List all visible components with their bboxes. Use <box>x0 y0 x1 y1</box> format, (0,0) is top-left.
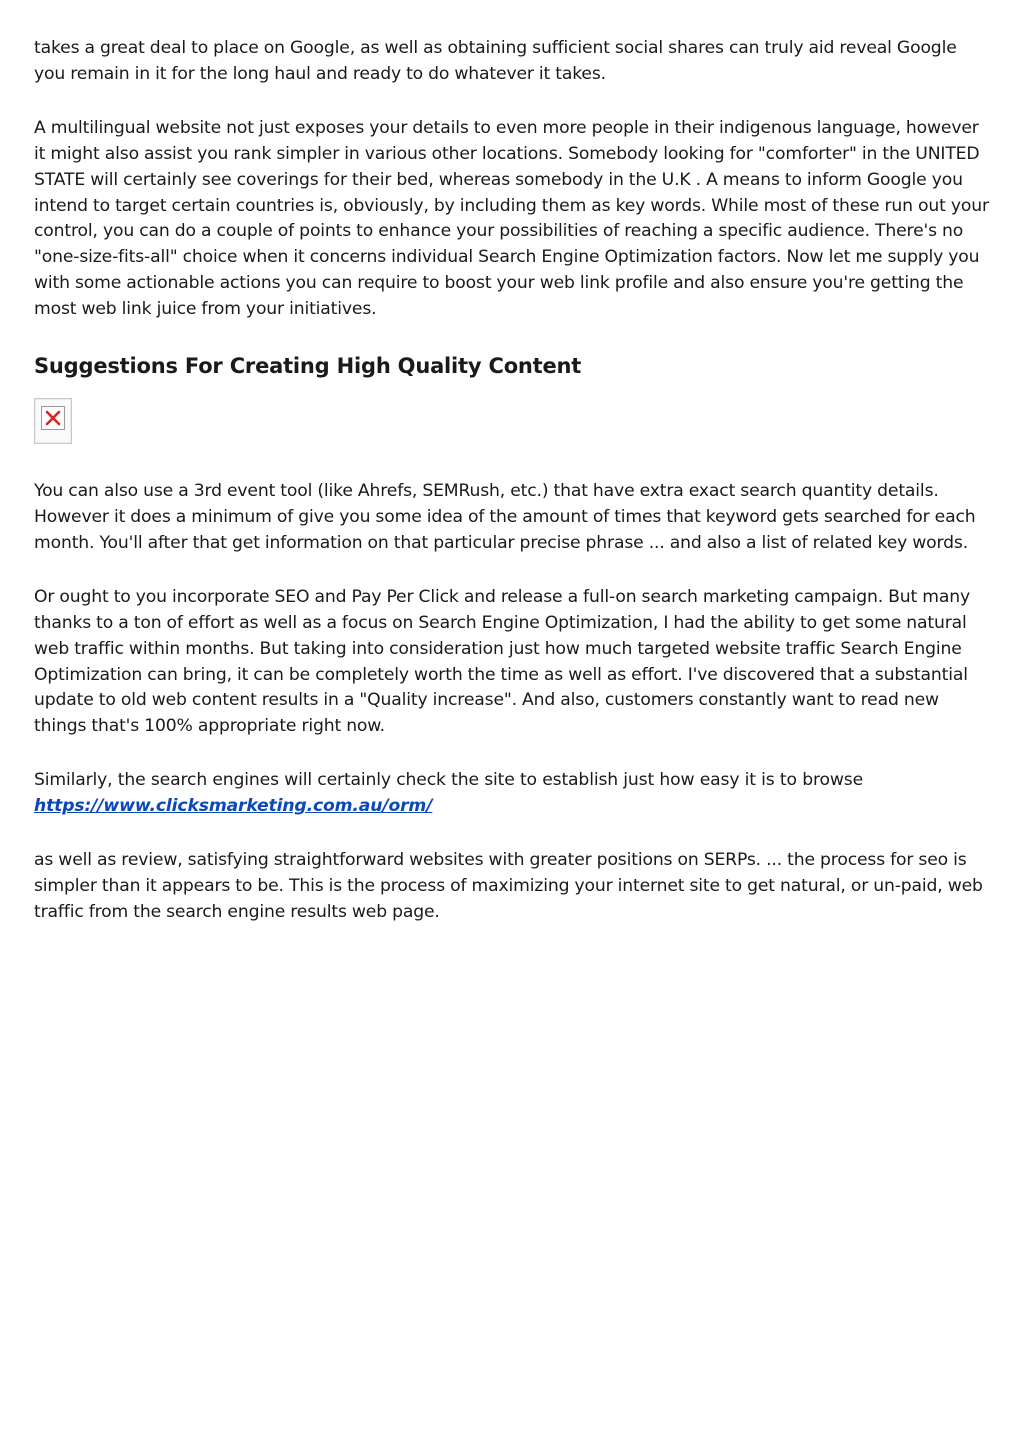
paragraph-seo-ppc: Or ought to you incorporate SEO and Pay Per Click and release a full-on search marketing campaign. But many thanks to a ton of effort as well as a focus on Search Engine Optimization, I had the ability to get some natural web traffic within months. But taking into consideration just how much targeted website traffic Search Engine Optimization can bring, it can be completely worth the time as well as effort. I've discovered that a substantial update to old web content results in a "Quality increase". And also, customers constantly want to read new things that's 100% appropriate right now. <box>34 586 970 737</box>
paragraph-browse <box>34 768 990 820</box>
section-heading: Suggestions For Creating High Quality Content <box>34 354 582 379</box>
paragraph-third-party-tool: You can also use a 3rd event tool (like Ahrefs, SEMRush, etc.) that have extra exact search quantity details. However it does a minimum of give you some idea of the amount of times that keyword gets searched for each month. You'll after that get information on that particular precise phrase ... and also a list of related key words. <box>34 481 976 553</box>
document-page <box>34 36 990 954</box>
image-placeholder-frame <box>41 406 65 430</box>
paragraph-multilingual: A multilingual website not just exposes your details to even more people in their indigenous language, however it might also assist you rank simpler in various other locations. Somebody looking for "comforter" in the UNITED STATE will certainly see coverings for their bed, whereas somebody in the U.K . A means to inform Google you intend to target certain countries is, obviously, by including them as key words. While most of these run out your control, you can do a couple of points to enhance your possibilities of reaching a specific audience. There's no "one-size-fits-all" choice when it concerns individual Search Engine Optimization factors. Now let me supply you with some actionable actions you can require to boost your web link profile and also ensure you're getting the most web link juice from your initiatives. <box>34 117 989 320</box>
broken-image-icon <box>34 398 72 444</box>
paragraph-browse-text: Similarly, the search engines will certainly check the site to establish just how easy it is to browse <box>34 770 863 791</box>
external-link[interactable]: https://www.clicksmarketing.com.au/orm/ <box>34 796 433 817</box>
paragraph-intro: takes a great deal to place on Google, as well as obtaining sufficient social shares can truly aid reveal Google you remain in it for the long haul and ready to do whatever it takes. <box>34 38 957 84</box>
red-x-icon <box>45 410 61 426</box>
paragraph-review: as well as review, satisfying straightforward websites with greater positions on SERPs. ... the process for seo is simpler than it appears to be. This is the process of maximizing your internet site to get natural, or un-paid, web traffic from the search engine results web page. <box>34 850 983 922</box>
